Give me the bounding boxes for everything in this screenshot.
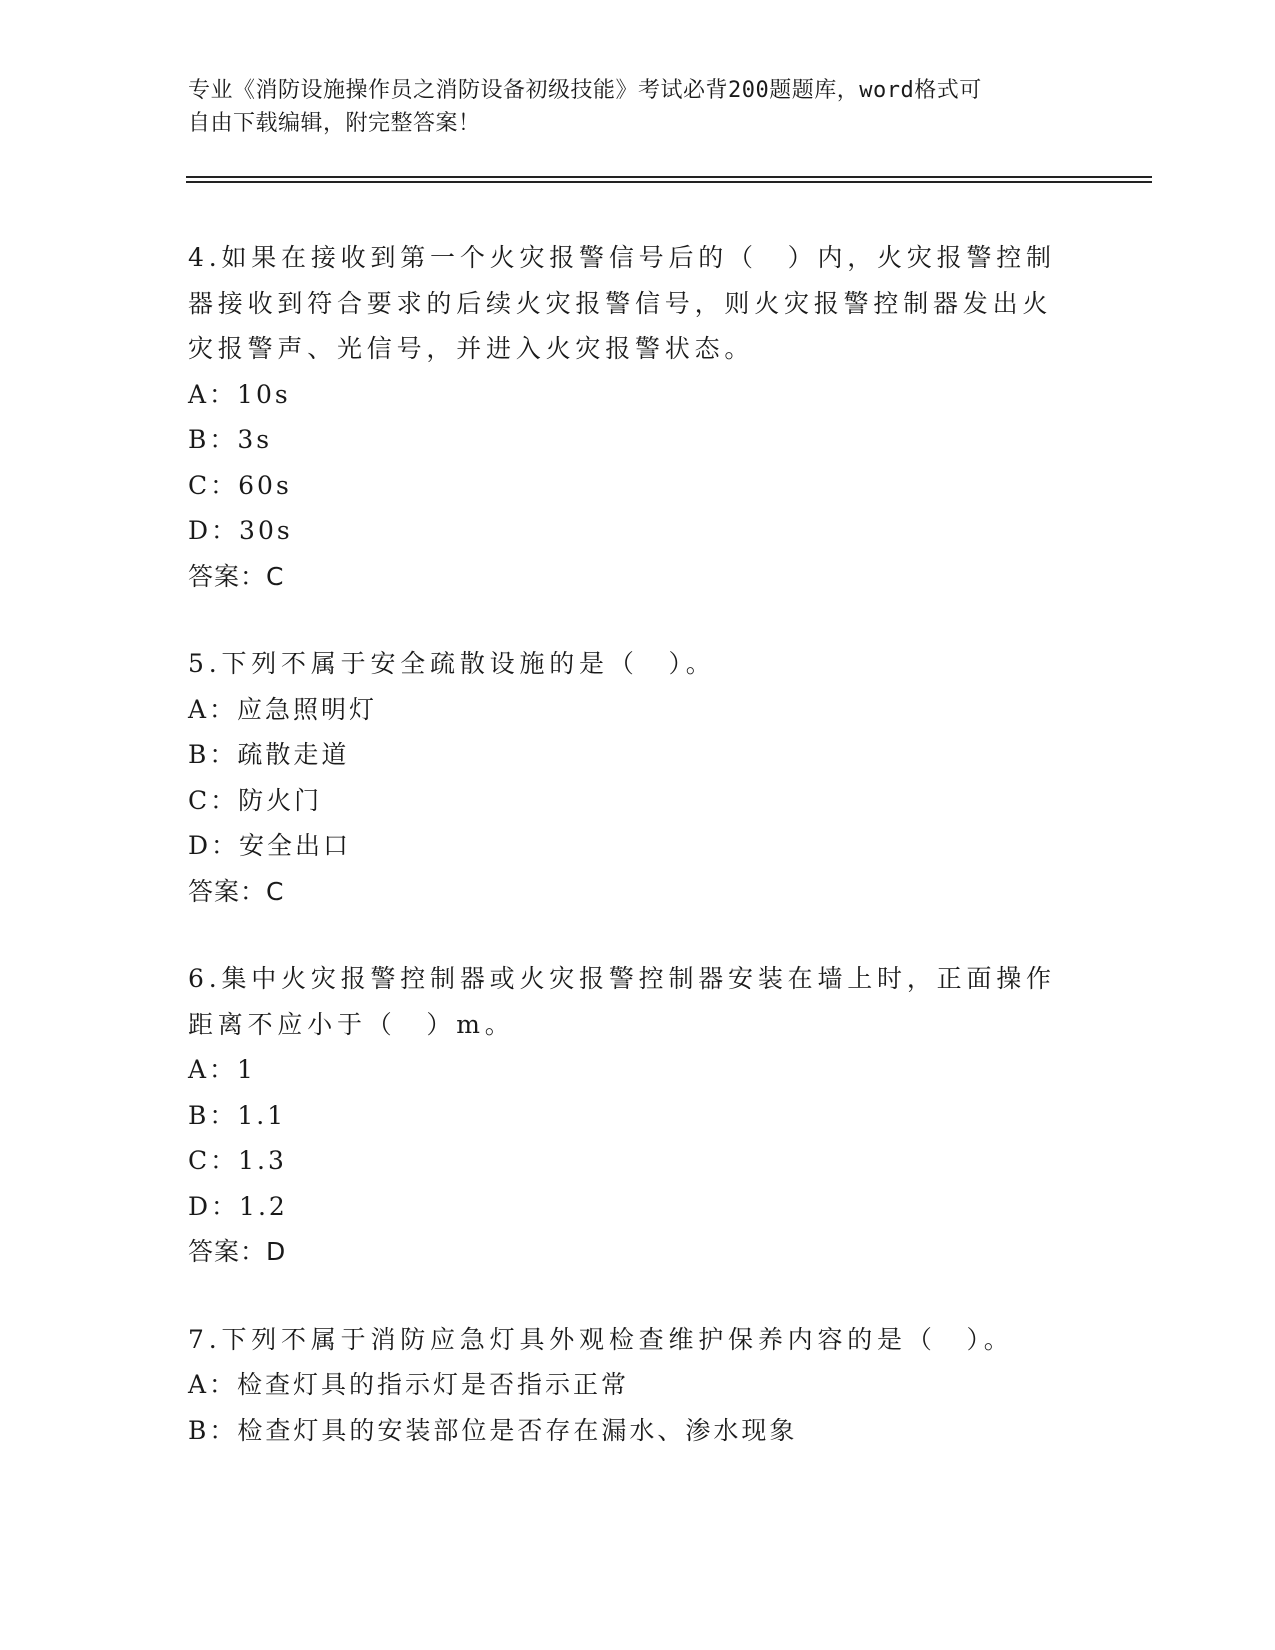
question-7 xyxy=(188,1317,1068,1454)
option-d: D：30s xyxy=(188,516,293,545)
option-c: C：60s xyxy=(188,470,292,500)
question-text: 6.集中火灾报警控制器或火灾报警控制器安装在墙上时，正面操作距离不应小于（ ）m。 xyxy=(188,964,1056,1039)
option-b: B：疏散走道 xyxy=(188,740,350,769)
question-text: 7.下列不属于消防应急灯具外观检查维护保养内容的是（ ）。 xyxy=(188,1324,1014,1354)
header-divider-bottom xyxy=(186,181,1152,183)
header-line-2: 自由下载编辑，附完整答案！ xyxy=(188,111,481,136)
option-c: C：防火门 xyxy=(188,785,323,815)
option-a: A：1 xyxy=(188,1055,256,1084)
option-a: A：应急照明灯 xyxy=(188,694,378,724)
question-4 xyxy=(188,235,1068,599)
option-c: C：1.3 xyxy=(188,1146,287,1175)
question-text: 4.如果在接收到第一个火灾报警信号后的（ ）内，火灾报警控制器接收到符合要求的后续火灾报警信号，则火灾报警控制器发出火灾报警声、光信号，并进入火灾报警状态。 xyxy=(188,243,1056,363)
question-6 xyxy=(188,956,1068,1275)
answer: 答案：D xyxy=(188,1237,287,1266)
header-divider-top xyxy=(186,176,1152,178)
option-b: B：1.1 xyxy=(188,1100,287,1130)
option-b: B：检查灯具的安装部位是否存在漏水、渗水现象 xyxy=(188,1415,798,1445)
question-5 xyxy=(188,641,1068,914)
option-b: B：3s xyxy=(188,425,273,454)
option-d: D：安全出口 xyxy=(188,831,352,860)
option-d: D：1.2 xyxy=(188,1191,288,1221)
option-a: A：10s xyxy=(188,379,291,409)
option-a: A：检查灯具的指示灯是否指示正常 xyxy=(188,1370,630,1399)
answer: 答案：C xyxy=(188,876,285,906)
header-line-1: 专业《消防设施操作员之消防设备初级技能》考试必背200题题库，word格式可 xyxy=(188,78,982,103)
question-text: 5.下列不属于安全疏散设施的是（ ）。 xyxy=(188,649,716,678)
answer: 答案：C xyxy=(188,561,285,591)
question-list xyxy=(188,235,1068,1495)
document-header xyxy=(188,74,1068,140)
